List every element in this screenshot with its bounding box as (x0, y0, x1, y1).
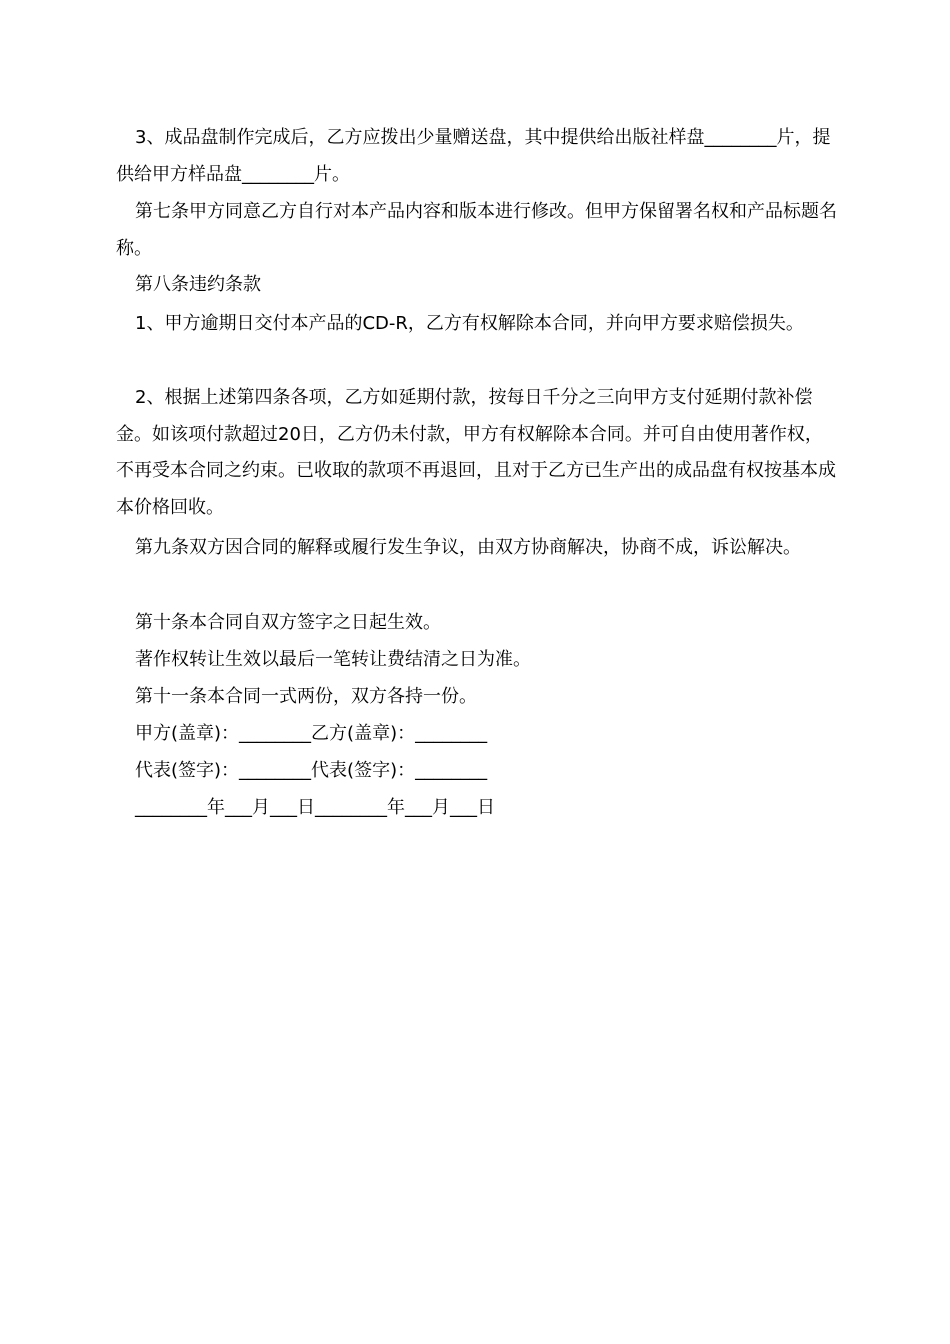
clause-8-item-2: 2、根据上述第四条各项，乙方如延期付款，按每日千分之三向甲方支付延期付款补偿金。如该项付款超过20日，乙方仍未付款，甲方有权解除本合同。并可自由使用著作权，不再受本合同之约束。已收取的款项不再退回，且对于乙方已生产出的成品盘有权按基本成本价格回收。 (116, 387, 836, 518)
signature-line: 代表(签字)：________代表(签字)：________ (135, 760, 488, 781)
clause-8-item-1: 1、甲方逾期日交付本产品的CD-R，乙方有权解除本合同，并向甲方要求赔偿损失。 (135, 313, 804, 334)
clause-10: 第十条本合同自双方签字之日起生效。 (135, 612, 441, 633)
copyright-transfer-note: 著作权转让生效以最后一笔转让费结清之日为准。 (135, 649, 531, 670)
clause-9: 第九条双方因合同的解释或履行发生争议，由双方协商解决，协商不成，诉讼解决。 (135, 537, 801, 558)
clause-8-heading: 第八条违约条款 (135, 274, 261, 295)
seal-line: 甲方(盖章)：________乙方(盖章)：________ (135, 723, 488, 744)
clause-6-item-3: 3、成品盘制作完成后，乙方应拨出少量赠送盘，其中提供给出版社样盘________片，提供给甲方样品盘________片。 (116, 127, 831, 185)
clause-11: 第十一条本合同一式两份，双方各持一份。 (135, 686, 477, 707)
clause-7: 第七条甲方同意乙方自行对本产品内容和版本进行修改。但甲方保留署名权和产品标题名称。 (116, 201, 837, 259)
date-line: ________年___月___日________年___月___日 (135, 797, 495, 818)
